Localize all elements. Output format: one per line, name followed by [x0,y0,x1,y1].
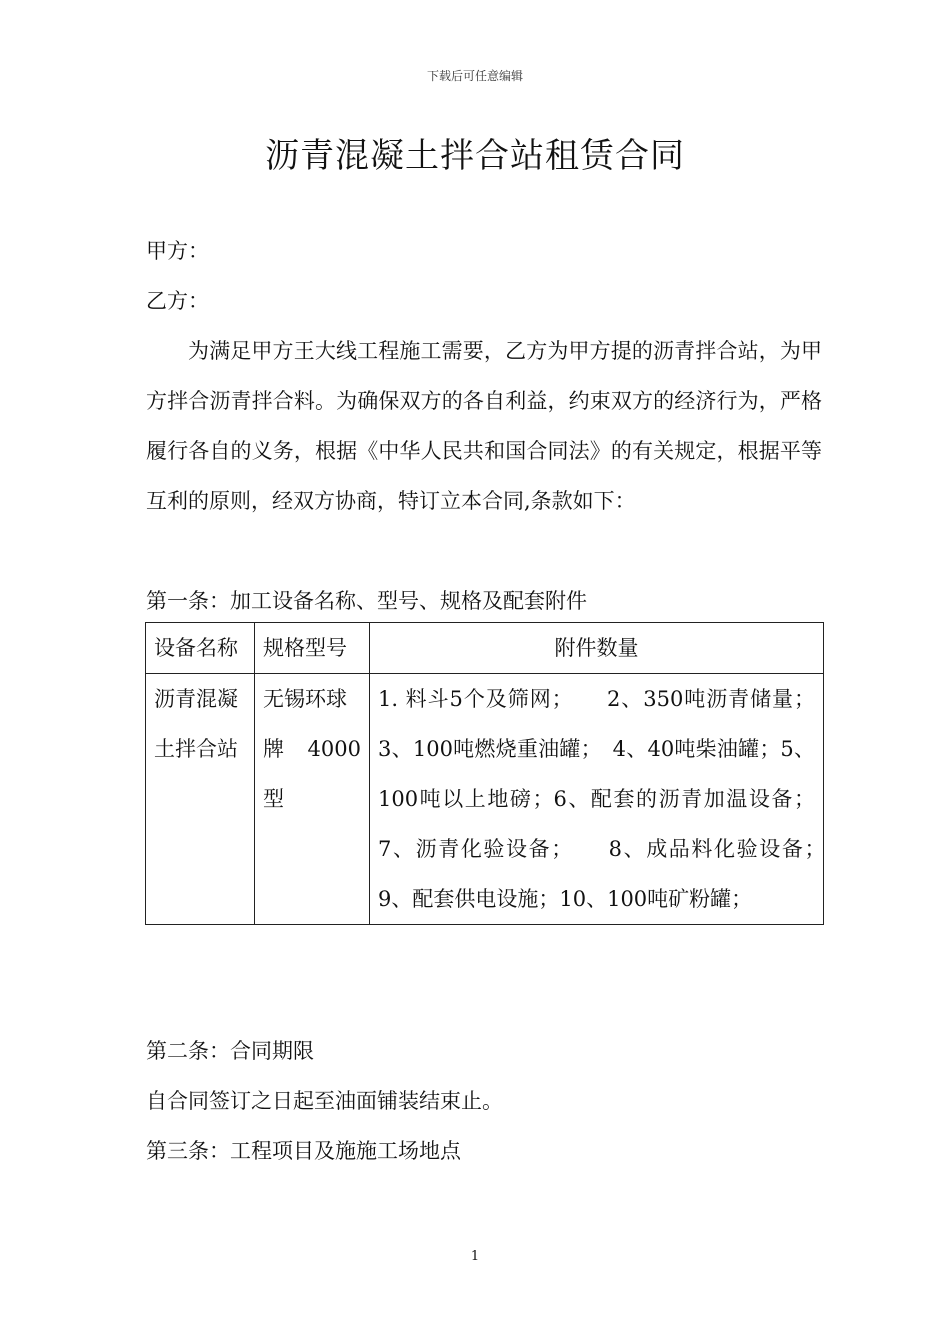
header-equipment-name: 设备名称 [146,623,255,674]
party-b-label: 乙方： [146,289,209,313]
model-number: 4000 [307,737,361,761]
equipment-table [145,622,836,925]
equipment-name-line: 土拌合站 [154,737,238,761]
page-number: 1 [470,1249,480,1264]
contract-term-text: 自合同签订之日起至油面铺装结束止。 [146,1089,503,1113]
cell-spec-model [255,674,370,925]
document-title: 沥青混凝土拌合站租赁合同 [265,136,685,176]
article-2-heading: 第二条：合同期限 [146,1039,314,1063]
table-row [146,674,824,925]
model-line: 型 [263,787,284,811]
header-attachments: 附件数量 [370,623,824,674]
article-1-heading: 第一条：加工设备名称、型号、规格及配套附件 [146,589,587,613]
article-3-heading: 第三条：工程项目及施施工场地点 [146,1139,461,1163]
cell-attachments: 1. 料斗5个及筛网； 2、350吨沥青储量；3、100吨燃烧重油罐； 4、40吨柴油罐；5、100吨以上地磅；6、配套的沥青加温设备；7、沥青化验设备； 8、成品料化验设备； 9、配套供电设施；10、100吨矿粉罐； [370,674,824,925]
model-brand-suffix: 牌 [263,737,284,761]
intro-paragraph: 为满足甲方王大线工程施工需要，乙方为甲方提的沥青拌合站，为甲方拌合沥青拌合料。为确保双方的各自利益，约束双方的经济行为，严格履行各自的义务，根据《中华人民共和国合同法》的有关规定，根据平等互利的原则，经双方协商，特订立本合同,条款如下： [146,339,822,513]
cell-equipment-name [146,674,255,925]
model-line: 无锡环球 [263,687,347,711]
party-a-label: 甲方： [146,239,209,263]
equipment-name-line: 沥青混凝 [154,687,238,711]
model-line [263,724,361,774]
table-header-row [146,623,824,674]
header-note: 下载后可任意编辑 [426,69,523,83]
header-spec-model: 规格型号 [255,623,370,674]
